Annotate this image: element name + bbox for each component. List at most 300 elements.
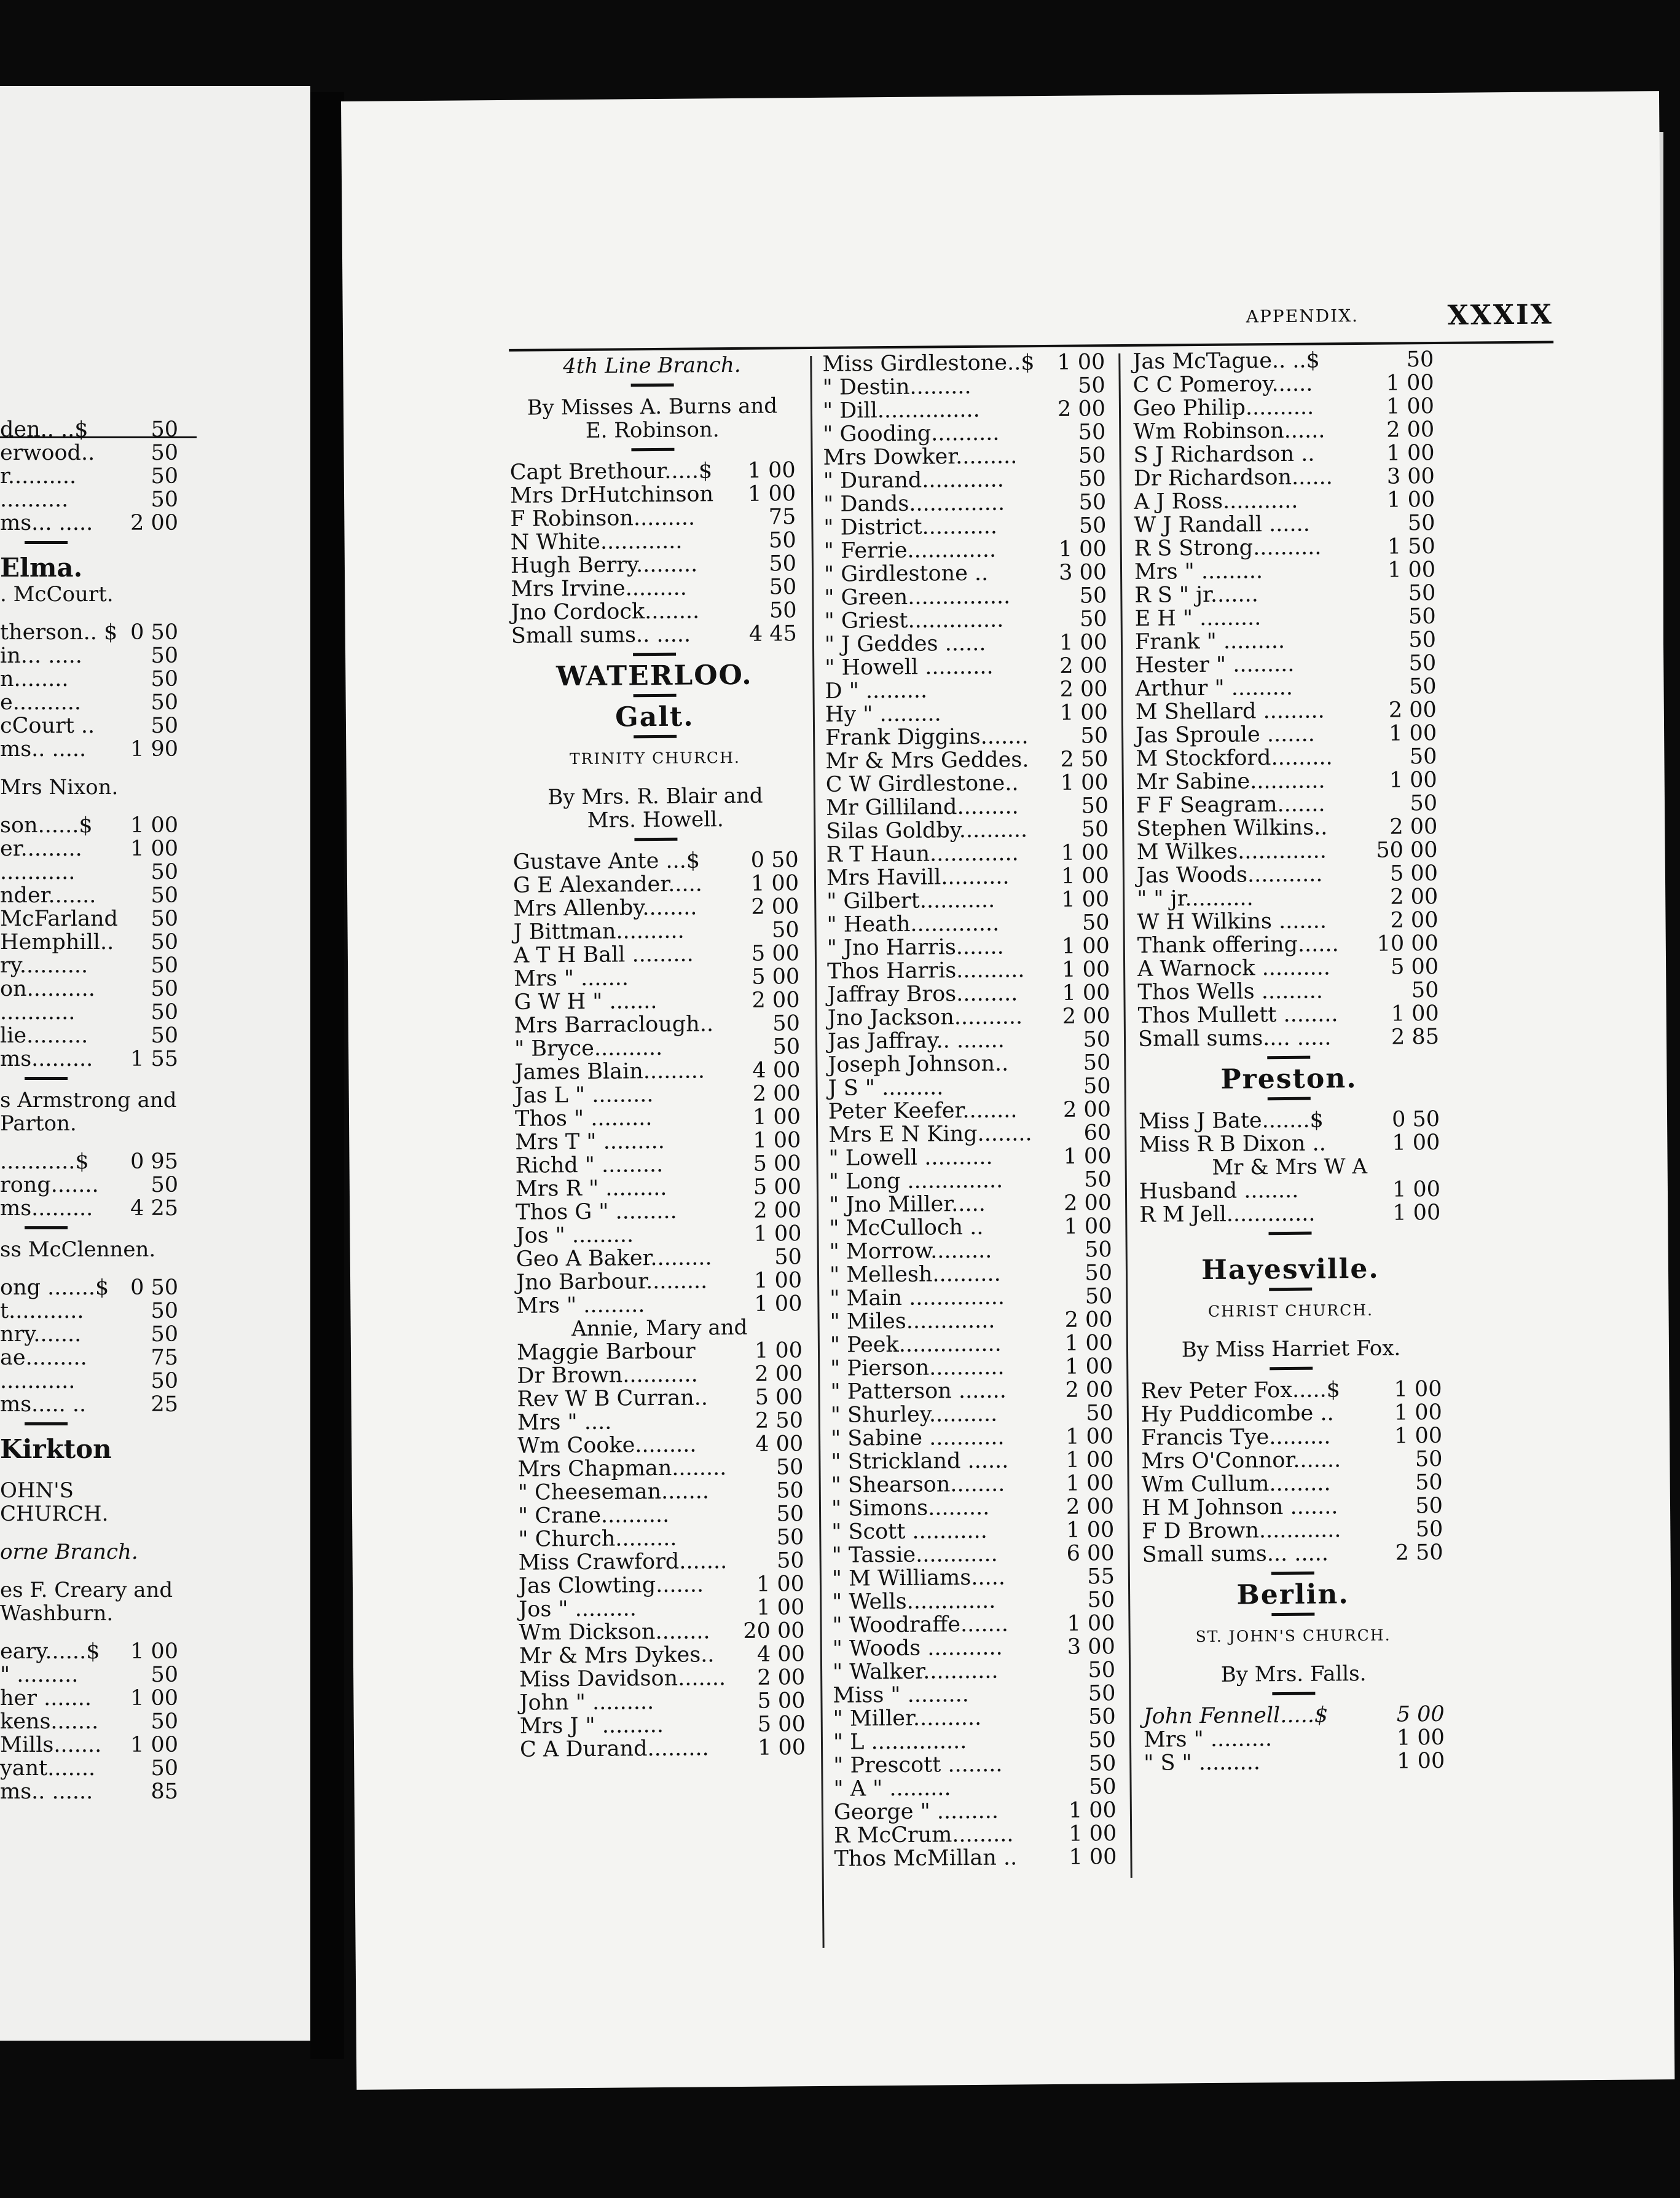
list-entry: [0, 1393, 178, 1416]
donor-name: Thos Mullett ........: [1137, 1002, 1338, 1028]
donation-amount: 0 50: [1391, 1107, 1440, 1132]
donor-name: ry..........: [0, 953, 88, 978]
donor-name: Jaffray Bros.........: [827, 981, 1018, 1007]
list-entry: [1136, 745, 1437, 771]
donor-name: " .........: [0, 1663, 79, 1687]
donor-name: " Girdlestone ..: [823, 561, 989, 587]
donor-name: " Tassie............: [831, 1542, 998, 1568]
donation-amount: 50: [151, 1663, 178, 1687]
list-entry: [830, 1331, 1113, 1357]
donor-name: on..........: [0, 977, 95, 1001]
section-heading: Kirkton: [0, 1434, 112, 1464]
donor-name: " Main ..............: [830, 1285, 1005, 1311]
donation-amount: 2 00: [1059, 653, 1108, 679]
donation-amount: 50: [769, 551, 797, 577]
column-1: [509, 353, 806, 1762]
donation-amount: 50: [1080, 723, 1109, 749]
list-entry: [1139, 1131, 1440, 1157]
donation-amount: 50: [769, 598, 797, 623]
donor-name: " L ..............: [833, 1729, 967, 1755]
donor-name: den.. ..$: [0, 417, 88, 442]
donor-name: Mrs E N King........: [828, 1121, 1032, 1148]
list-entry: [827, 934, 1110, 960]
list-entry: [0, 861, 178, 884]
donor-name: " Heath.............: [826, 911, 1000, 937]
running-head: APPENDIX.: [1246, 305, 1359, 327]
list-entry: [831, 1471, 1114, 1497]
donor-name: F D Brown............: [1142, 1518, 1341, 1544]
donor-name: yant.......: [0, 1756, 96, 1781]
donor-name: rong.......: [0, 1173, 99, 1197]
donor-name: ms.........: [0, 1047, 93, 1071]
donor-name: erwood..: [0, 441, 95, 465]
spacer: [0, 1625, 184, 1640]
donor-name: " Howell ..........: [825, 654, 994, 680]
list-entry: [518, 1479, 804, 1505]
donor-name: Maggie Barbour: [516, 1339, 696, 1365]
list-entry: [516, 1292, 802, 1318]
donation-amount: 1 00: [750, 871, 799, 896]
list-entry: [0, 1369, 178, 1393]
donor-name: Mrs DrHutchinson: [509, 482, 714, 508]
list-entry: [830, 1355, 1113, 1381]
donation-amount: 1 00: [1397, 1748, 1445, 1774]
donor-name: Rev W B Curran..: [517, 1385, 709, 1412]
donor-name: Mr Gilliland.........: [825, 794, 1019, 821]
donation-amount: 5 00: [751, 941, 800, 966]
donor-name: Mr & Mrs Geddes.: [825, 747, 1029, 774]
section-dash: [633, 694, 676, 698]
donor-name: " Walker...........: [832, 1658, 999, 1685]
donation-amount: 1 00: [1389, 768, 1437, 793]
list-entry: [825, 631, 1107, 656]
donor-name: R T Haun.............: [826, 841, 1019, 867]
donation-amount: 50: [151, 667, 178, 691]
list-entry: [515, 1152, 801, 1178]
donor-name: nry.......: [0, 1322, 82, 1347]
list-entry: [516, 1222, 801, 1248]
section-note: es F. Creary and: [0, 1578, 173, 1602]
section-note: By Misses A. Burns and: [527, 393, 778, 420]
list-entry: [1139, 1108, 1440, 1133]
donor-name: Mrs R " .........: [515, 1175, 667, 1202]
list-entry: [1133, 441, 1434, 467]
spacer: [0, 761, 184, 776]
list-entry: [826, 794, 1109, 820]
donor-name: ong .......$: [0, 1275, 109, 1300]
donation-amount: 50: [151, 487, 178, 512]
donor-name: her .......: [0, 1686, 92, 1711]
donor-name: ...........$: [0, 1149, 89, 1174]
donor-name: Jos " .........: [519, 1596, 637, 1622]
donation-amount: 50: [776, 1478, 804, 1503]
donation-amount: 50: [151, 953, 178, 978]
list-entry: [1144, 1749, 1445, 1775]
list-entry: [0, 1757, 178, 1780]
donation-amount: 50: [151, 930, 178, 955]
donation-amount: 2 50: [1060, 747, 1109, 772]
list-entry: [0, 418, 178, 441]
donor-name: Jos " .........: [516, 1223, 634, 1248]
donation-amount: 5 00: [755, 1385, 803, 1410]
list-entry: [1134, 558, 1435, 584]
donation-amount: 2 00: [1390, 884, 1439, 910]
list-entry: [1134, 581, 1435, 607]
donation-amount: 50: [1077, 373, 1105, 398]
list-entry: [830, 1285, 1112, 1310]
donation-amount: 50: [775, 1455, 804, 1480]
list-entry: [832, 1565, 1115, 1591]
church-name: TRINITY CHURCH.: [569, 748, 740, 768]
donation-amount: 50: [1083, 1050, 1111, 1076]
branch-title: orne Branch.: [0, 1540, 138, 1564]
list-entry: [834, 1798, 1117, 1824]
donation-amount: 1 00: [1067, 1611, 1115, 1636]
list-entry: [517, 1362, 803, 1388]
list-entry: [0, 1710, 178, 1733]
list-entry: [0, 644, 178, 668]
donation-amount: 2 00: [1066, 1494, 1115, 1519]
donor-name: Mrs " .........: [516, 1293, 645, 1318]
donation-amount: 1 00: [1386, 394, 1435, 419]
donation-amount: 1 90: [130, 737, 178, 762]
list-entry: [514, 1035, 800, 1061]
list-entry: [1136, 838, 1437, 864]
donor-name: Wm Robinson......: [1133, 418, 1325, 444]
donor-name: " Gilbert...........: [826, 888, 995, 914]
donor-name: R M Jell.............: [1139, 1201, 1316, 1227]
donation-amount: 50: [1408, 651, 1437, 676]
donor-name: James Blain.........: [514, 1058, 705, 1085]
donation-amount: 50: [151, 441, 178, 465]
list-entry: [1140, 1377, 1442, 1403]
list-entry: [833, 1658, 1115, 1684]
donation-amount: 1 50: [1387, 534, 1435, 559]
list-entry: [519, 1572, 804, 1598]
donation-amount: 1 00: [1394, 1423, 1443, 1449]
list-entry: [1135, 652, 1436, 677]
list-entry: [511, 622, 797, 648]
donation-amount: 50: [1408, 581, 1436, 606]
list-entry: [823, 397, 1105, 423]
donor-name: Geo Philip..........: [1132, 395, 1314, 421]
donor-name: Hester " .........: [1135, 652, 1295, 678]
donation-amount: 1 00: [747, 481, 796, 506]
spacer: [0, 1135, 184, 1150]
donor-name: " Jno Harris.......: [826, 934, 1004, 961]
list-entry: [823, 420, 1105, 446]
donation-amount: 50: [1088, 1751, 1117, 1776]
list-entry: [513, 918, 799, 944]
list-entry: [1141, 1424, 1442, 1450]
section-dash: [631, 448, 674, 452]
list-entry: [0, 1173, 178, 1197]
donation-amount: 1 00: [1058, 537, 1107, 562]
donor-name: " Lowell ..........: [828, 1144, 993, 1171]
section-note: . McCourt.: [0, 582, 114, 607]
donation-amount: 5 00: [1391, 955, 1439, 980]
donor-name: Mrs Dowker.........: [823, 444, 1018, 470]
spacer: [0, 799, 184, 814]
section-note: E. Robinson.: [585, 417, 720, 443]
donation-amount: 50: [1409, 744, 1437, 770]
column-3: [1132, 348, 1445, 1775]
list-entry: [1142, 1494, 1443, 1520]
list-entry: [0, 1687, 178, 1710]
list-entry: [1135, 605, 1436, 631]
donor-name: G W H " .......: [514, 989, 657, 1015]
list-entry: [824, 584, 1107, 610]
list-entry: [510, 459, 796, 484]
donor-name: Thank offering......: [1137, 932, 1339, 958]
donation-amount: 1 00: [1064, 1214, 1112, 1239]
donation-amount: 50: [1408, 674, 1437, 699]
donor-name: Husband ........: [1139, 1178, 1299, 1204]
list-entry: [513, 895, 799, 921]
list-entry: [0, 1663, 178, 1687]
donor-name: Mrs " .......: [514, 966, 629, 991]
donation-amount: 85: [151, 1779, 178, 1804]
list-entry: [828, 1074, 1110, 1100]
section-note: Annie, Mary and: [571, 1315, 748, 1342]
donation-amount: 2 00: [1064, 1307, 1113, 1333]
donation-amount: 1 00: [1392, 1130, 1440, 1156]
donation-amount: 5 00: [753, 1151, 801, 1176]
donation-amount: 1 00: [752, 1105, 801, 1130]
donation-amount: 50: [772, 1034, 801, 1060]
donor-name: Mrs O'Connor.......: [1141, 1448, 1341, 1474]
spacer: [0, 1261, 184, 1276]
donation-amount: 50: [1081, 794, 1109, 819]
donor-name: " Dill...............: [822, 397, 980, 423]
donor-name: Mrs Barraclough..: [514, 1012, 714, 1038]
donation-amount: 1 00: [1391, 1001, 1439, 1026]
donor-name: A J Ross...........: [1134, 488, 1298, 514]
donation-amount: 1 00: [130, 1639, 178, 1664]
section-heading: Hayesville.: [1201, 1253, 1380, 1286]
section-note: By Mrs. Falls.: [1220, 1661, 1367, 1687]
donor-name: J Bittman..........: [513, 918, 685, 945]
list-entry: [1135, 628, 1436, 654]
donation-amount: 1 00: [754, 1291, 803, 1317]
donor-name: F F Seagram.......: [1136, 792, 1325, 818]
donor-name: Hy Puddicombe ..: [1140, 1401, 1334, 1427]
donation-amount: 50: [1085, 1261, 1113, 1286]
donation-amount: 1 00: [1069, 1821, 1117, 1846]
list-entry: [834, 1845, 1117, 1871]
donor-name: " Prescott ........: [833, 1752, 1003, 1778]
donor-name: " Simons.........: [831, 1495, 990, 1521]
right-page: [341, 91, 1674, 2090]
donor-name: Mrs T " .........: [515, 1129, 665, 1155]
list-entry: [832, 1612, 1115, 1637]
list-entry: [0, 884, 178, 907]
section-dash: [25, 541, 68, 544]
donor-name: " Wells.............: [832, 1588, 996, 1615]
list-entry: [825, 607, 1107, 633]
donor-name: Stephen Wilkins..: [1136, 815, 1328, 841]
donation-amount: 60: [1083, 1121, 1112, 1146]
donation-amount: 50: [151, 1173, 178, 1197]
donation-amount: 50: [1078, 490, 1107, 515]
donation-amount: 50: [1411, 978, 1439, 1003]
donation-amount: 4 00: [756, 1642, 806, 1667]
list-entry: [0, 691, 178, 714]
donor-name: t...........: [0, 1299, 84, 1323]
donation-amount: 1 00: [130, 1733, 178, 1757]
list-entry: [1135, 675, 1436, 701]
donor-name: " S " .........: [1144, 1750, 1261, 1776]
list-entry: [515, 1082, 801, 1108]
donation-amount: 1 00: [757, 1735, 806, 1760]
donation-amount: 50: [1406, 347, 1434, 372]
donation-amount: 1 00: [1063, 1144, 1112, 1169]
donor-name: G E Alexander.....: [512, 872, 702, 898]
donation-amount: 1 00: [1396, 1725, 1445, 1751]
list-entry: [1142, 1518, 1443, 1543]
donor-name: Gustave Ante ...$: [512, 848, 701, 875]
donation-amount: 2 85: [1391, 1025, 1440, 1050]
donor-name: r..........: [0, 464, 77, 489]
section-heading: Berlin.: [1236, 1578, 1349, 1611]
donation-amount: 1 00: [1065, 1354, 1113, 1379]
list-entry: [514, 1012, 800, 1038]
donor-name: Thos Harris..........: [826, 958, 1025, 984]
donor-name: er.........: [0, 837, 82, 861]
donor-name: " District...........: [823, 514, 998, 540]
donor-name: Jno Cordock........: [511, 599, 700, 625]
section-heading: Preston.: [1220, 1063, 1357, 1095]
list-entry: [0, 738, 178, 761]
list-entry: [0, 621, 178, 644]
donor-name: in... .....: [0, 644, 82, 668]
donor-name: Jas L " .........: [514, 1082, 654, 1108]
donor-name: " Patterson .......: [830, 1378, 1007, 1404]
donor-name: F Robinson.........: [510, 505, 696, 532]
donor-name: " Jno Miller.....: [828, 1191, 986, 1218]
donor-name: George " .........: [833, 1798, 999, 1825]
section-note: Washburn.: [0, 1601, 114, 1626]
donation-amount: 75: [151, 1345, 178, 1370]
section-dash: [634, 838, 677, 841]
donation-amount: 3 00: [1058, 560, 1107, 585]
branch-title: 4th Line Branch.: [563, 352, 741, 379]
donation-amount: 50: [151, 464, 178, 489]
donor-name: Miss Girdlestone..$: [822, 350, 1035, 377]
donation-amount: 50: [151, 1000, 178, 1025]
donation-amount: 1 00: [1061, 840, 1109, 865]
donation-amount: 50: [1088, 1681, 1116, 1706]
section-dash: [25, 1077, 68, 1080]
list-entry: [0, 837, 178, 861]
donor-name: Hemphill..: [0, 930, 114, 955]
donation-amount: 0 95: [130, 1149, 178, 1174]
list-entry: [830, 1238, 1112, 1264]
section-note: By Mrs. R. Blair and: [548, 783, 763, 810]
list-entry: [829, 1215, 1112, 1240]
list-entry: [1144, 1726, 1445, 1752]
list-entry: [513, 872, 799, 897]
donor-name: Miss Davidson.......: [519, 1666, 726, 1692]
donor-name: Arthur " .........: [1135, 675, 1293, 701]
donor-name: " Green...............: [824, 584, 1011, 610]
donation-amount: 1 00: [1387, 557, 1436, 583]
donor-name: ...........: [0, 1369, 76, 1393]
donation-amount: 1 00: [1387, 487, 1435, 513]
donor-name: Mrs " ....: [517, 1409, 612, 1435]
list-entry: [0, 1299, 178, 1323]
list-entry: [826, 841, 1109, 867]
donor-name: ...........: [0, 860, 76, 884]
donation-amount: 4 45: [748, 621, 797, 647]
donor-name: Wm Dickson........: [519, 1619, 710, 1645]
donor-name: W H Wilkins .......: [1137, 908, 1327, 935]
list-entry: [0, 1640, 178, 1663]
donor-name: " Miller..........: [833, 1705, 982, 1731]
donor-name: Mrs " .........: [1143, 1727, 1273, 1752]
section-heading: WATERLOO.: [555, 659, 753, 693]
donation-amount: 50: [1410, 791, 1438, 816]
donor-name: " Durand............: [823, 467, 1004, 494]
list-entry: [1132, 348, 1434, 374]
donor-name: Miss " .........: [833, 1682, 969, 1708]
list-entry: [517, 1432, 803, 1458]
section-dash: [1271, 1572, 1314, 1575]
donation-amount: 1 00: [1069, 1845, 1117, 1870]
donor-name: " Dands..............: [823, 490, 1005, 517]
list-entry: [830, 1308, 1112, 1334]
donation-amount: 1 00: [1064, 1331, 1113, 1356]
donation-amount: 0 50: [130, 1275, 178, 1300]
list-entry: [518, 1526, 804, 1551]
donor-name: Small sums.... .....: [1137, 1025, 1332, 1052]
list-entry: [0, 1024, 178, 1047]
donor-name: Thos G " .........: [516, 1199, 677, 1225]
section-note: Mrs. Howell.: [587, 807, 724, 833]
donor-name: Richd " .........: [515, 1152, 664, 1178]
donor-name: R McCrum.........: [834, 1822, 1014, 1848]
list-entry: [516, 1199, 801, 1224]
donation-amount: 1 00: [753, 1128, 801, 1153]
donation-amount: 2 00: [1389, 814, 1438, 840]
donor-name: " Shurley..........: [830, 1401, 998, 1428]
donation-amount: 1 00: [1059, 630, 1108, 655]
list-entry: [516, 1245, 802, 1271]
donation-amount: 50: [1087, 1588, 1115, 1613]
section-note: Mrs Nixon.: [0, 775, 119, 800]
donor-name: Hy " .........: [825, 701, 941, 727]
donor-name: Dr Brown...........: [517, 1362, 698, 1389]
donor-name: therson.. $: [0, 620, 118, 645]
donor-name: " Long ..............: [828, 1168, 1003, 1194]
donor-name: lie.........: [0, 1023, 88, 1048]
list-entry: [518, 1502, 804, 1528]
donor-name: ms..... ..: [0, 1392, 87, 1417]
donor-name: R S Strong..........: [1134, 535, 1322, 561]
donation-amount: 50: [1083, 1074, 1111, 1099]
donation-amount: 5 00: [1389, 861, 1439, 886]
list-entry: [0, 1733, 178, 1757]
list-entry: [516, 1175, 801, 1201]
section-dash: [25, 1226, 68, 1229]
list-entry: [1134, 488, 1435, 514]
donation-amount: 50: [151, 1709, 178, 1734]
donor-name: " Scott ...........: [831, 1518, 987, 1545]
list-entry: [0, 511, 178, 535]
section-note: Mr & Mrs W A: [1212, 1154, 1368, 1180]
list-entry: [511, 575, 796, 601]
donor-name: " Mellesh..........: [829, 1261, 1001, 1288]
